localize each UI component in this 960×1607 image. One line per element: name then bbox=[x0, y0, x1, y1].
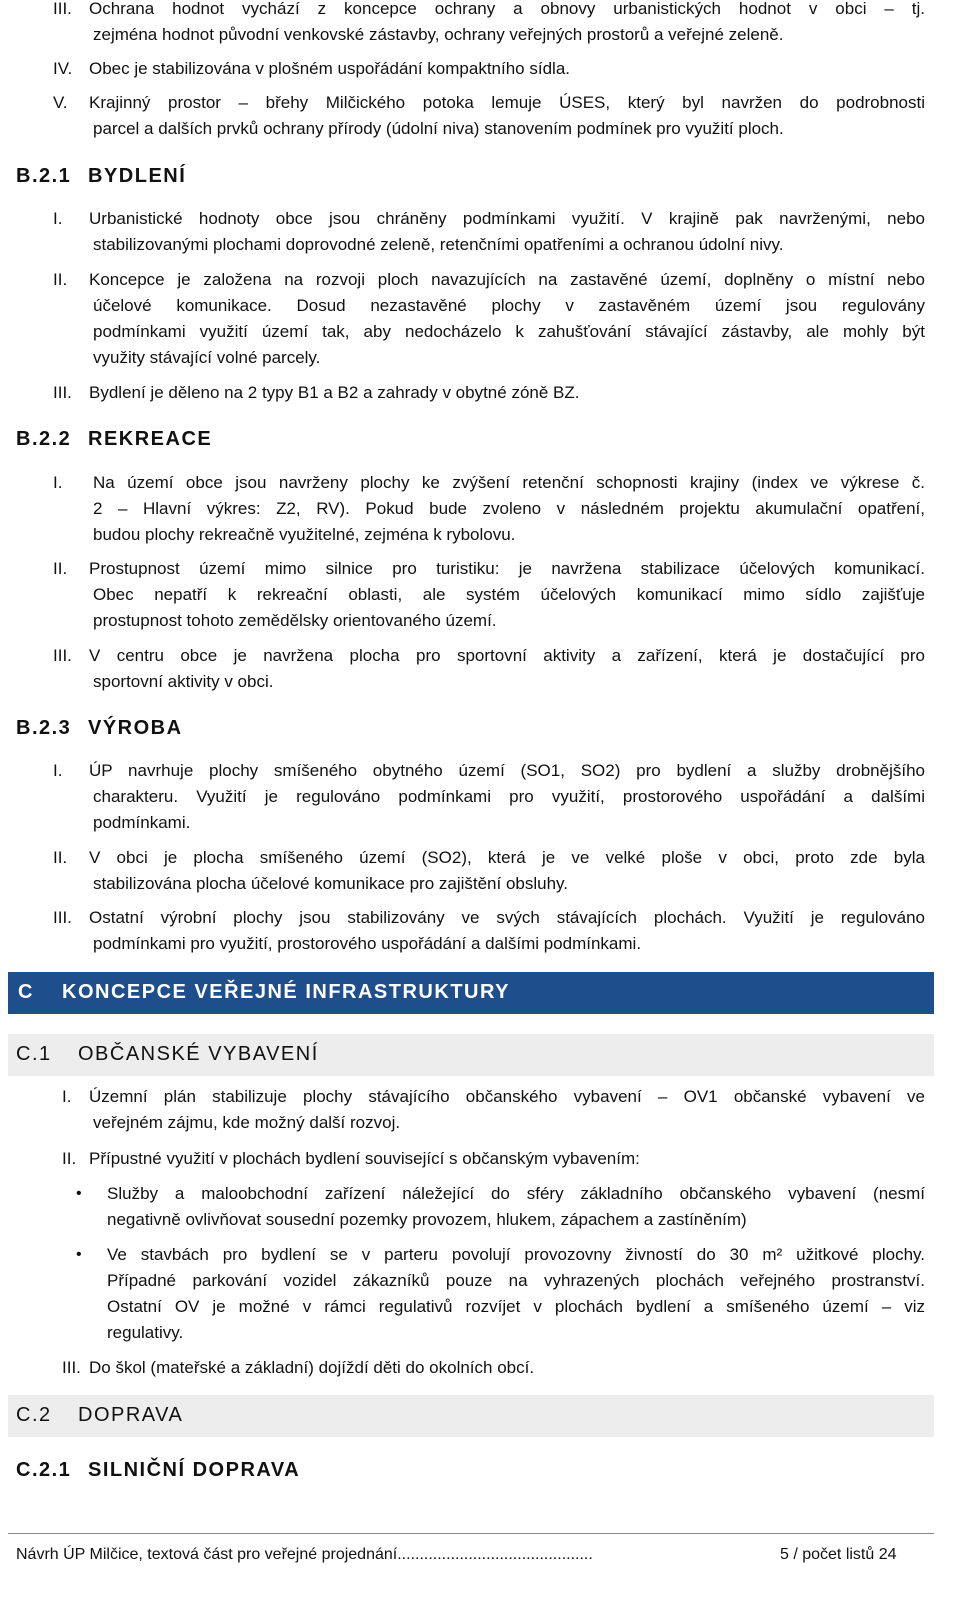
item-text: Na území obce jsou navrženy plochy ke zvýšení retenční schopnosti krajiny (index ve výkrese č. 2 – Hlavní výkres: Z2, RV). Pokud bude zvoleno v následném projektu akumulační opatření, budou plochy rekreačně využitelné, zejména k rybolovu. bbox=[93, 473, 925, 544]
item-text: Koncepce je založena na rozvoji ploch navazujících na zastavěné území, doplněny o místní nebo účelové komunikace. Dosud nezastavěné plochy v zastavěném území jsou regulovány podmínkami využití území tak, aby nedocházelo k zahušťování stávající zástavby, ale mohly být využity stávající volné parcely. bbox=[89, 270, 925, 367]
item-text: Krajinný prostor – břehy Milčického potoka lemuje ÚSES, který byl navržen do podrobnosti parcel a dalších prvků ochrany přírody (údolní niva) stanovením podmínek pro využití ploch. bbox=[89, 93, 925, 138]
list-item bbox=[0, 1084, 960, 1136]
page-footer bbox=[16, 1544, 897, 1566]
chapter-heading-c: C KONCEPCE VEŘEJNÉ INFRASTRUKTURY bbox=[8, 972, 934, 1014]
list-item bbox=[0, 758, 960, 836]
list-item bbox=[0, 0, 960, 48]
item-text: V obci je plocha smíšeného území (SO2), která je ve velké ploše v obci, proto zde byla stabilizována plocha účelové komunikace pro zajištění obsluhy. bbox=[89, 848, 925, 893]
item-number: I. bbox=[53, 473, 63, 492]
item-number: III. bbox=[53, 0, 72, 18]
bullet-icon: • bbox=[76, 1185, 82, 1202]
list-item bbox=[0, 206, 960, 258]
item-number: III. bbox=[53, 908, 72, 927]
item-number: III. bbox=[62, 1358, 81, 1377]
list-item bbox=[0, 905, 960, 957]
item-text: Do škol (mateřské a základní) dojíždí děti do okolních obcí. bbox=[89, 1358, 535, 1377]
list-item bbox=[0, 267, 960, 371]
item-text: Bydlení je děleno na 2 typy B1 a B2 a zahrady v obytné zóně BZ. bbox=[89, 383, 580, 402]
item-text: ÚP navrhuje plochy smíšeného obytného území (SO1, SO2) pro bydlení a služby drobnějšího charakteru. Využití je regulováno podmínkami pro využití, prostorového uspořádání a dalšími podmínkami. bbox=[89, 761, 925, 832]
item-number: I. bbox=[53, 761, 63, 780]
item-number: II. bbox=[53, 559, 68, 578]
item-text: Prostupnost území mimo silnice pro turistiku: je navržena stabilizace účelových komunikací. Obec nepatří k rekreační oblasti, ale systém účelových komunikací mimo sídlo zajišťuje prostupnost tohoto zemědělsky orientovaného území. bbox=[89, 559, 925, 630]
item-number: IV. bbox=[53, 59, 73, 78]
list-item bbox=[0, 470, 960, 548]
item-text: Ochrana hodnot vychází z koncepce ochrany a obnovy urbanistických hodnot v obci – tj. zejména hodnot původní venkovské zástavby, ochrany veřejných prostorů a veřejné zeleně. bbox=[89, 0, 925, 44]
item-text: Ostatní výrobní plochy jsou stabilizovány ve svých stávajících plochách. Využití je regulováno podmínkami pro využití, prostorového uspořádání a dalšími podmínkami. bbox=[89, 908, 925, 953]
list-item bbox=[0, 1355, 960, 1381]
section-heading-b21: B.2.1 BYDLENÍ bbox=[16, 165, 187, 187]
item-text: Obec je stabilizována v plošném uspořádání kompaktního sídla. bbox=[89, 59, 570, 78]
section-heading-b22: B.2.2 REKREACE bbox=[16, 428, 213, 450]
list-item bbox=[0, 56, 960, 82]
item-number: I. bbox=[53, 209, 63, 228]
bullet-item bbox=[0, 1242, 960, 1346]
bullet-icon: • bbox=[76, 1246, 82, 1263]
section-heading-c2: C.2 DOPRAVA bbox=[8, 1395, 934, 1437]
item-text: V centru obce je navržena plocha pro sportovní aktivity a zařízení, která je dostačující pro sportovní aktivity v obci. bbox=[89, 646, 925, 691]
list-item bbox=[0, 845, 960, 897]
item-text: Přípustné využití v plochách bydlení související s občanským vybavením: bbox=[89, 1149, 640, 1168]
item-text: Územní plán stabilizuje plochy stávajícího občanského vybavení – OV1 občanské vybavení ve veřejném zájmu, kde možný další rozvoj. bbox=[89, 1087, 925, 1132]
section-heading-c21: C.2.1 SILNIČNÍ DOPRAVA bbox=[16, 1459, 301, 1481]
section-heading-c1: C.1 OBČANSKÉ VYBAVENÍ bbox=[8, 1034, 934, 1076]
footer-text: Návrh ÚP Milčice, textová část pro veřejné projednání............................................ bbox=[16, 1546, 593, 1563]
list-item bbox=[0, 1146, 960, 1172]
page-number: 5 / počet listů 24 bbox=[780, 1546, 897, 1563]
list-item bbox=[0, 380, 960, 406]
bullet-item bbox=[0, 1181, 960, 1233]
section-heading-b23: B.2.3 VÝROBA bbox=[16, 717, 183, 739]
item-number: III. bbox=[53, 383, 72, 402]
item-number: II. bbox=[53, 270, 68, 289]
footer-divider bbox=[8, 1533, 934, 1534]
list-item bbox=[0, 643, 960, 695]
bullet-text: Služby a maloobchodní zařízení náležející do sféry základního občanského vybavení (nesmí negativně ovlivňovat sousední pozemky provozem, hlukem, zápachem a zastíněním) bbox=[107, 1184, 925, 1229]
item-number: I. bbox=[62, 1087, 72, 1106]
item-number: II. bbox=[53, 848, 68, 867]
item-number: III. bbox=[53, 646, 72, 665]
bullet-text: Ve stavbách pro bydlení se v parteru povolují provozovny živností do 30 m² užitkové plochy. Případné parkování vozidel zákazníků pouze na vyhrazených plochách veřejného prostranství. Ostatní OV je možné v rámci regulativů rozvíjet v plochách bydlení a smíšeného území – viz regulativy. bbox=[107, 1245, 925, 1342]
list-item bbox=[0, 90, 960, 142]
item-number: V. bbox=[53, 93, 68, 112]
list-item bbox=[0, 556, 960, 634]
item-text: Urbanistické hodnoty obce jsou chráněny podmínkami využití. V krajině pak navrženými, nebo stabilizovanými plochami doprovodné zeleně, retenčními opatřeními a ochranou údolní nivy. bbox=[89, 209, 925, 254]
item-number: II. bbox=[62, 1149, 77, 1168]
